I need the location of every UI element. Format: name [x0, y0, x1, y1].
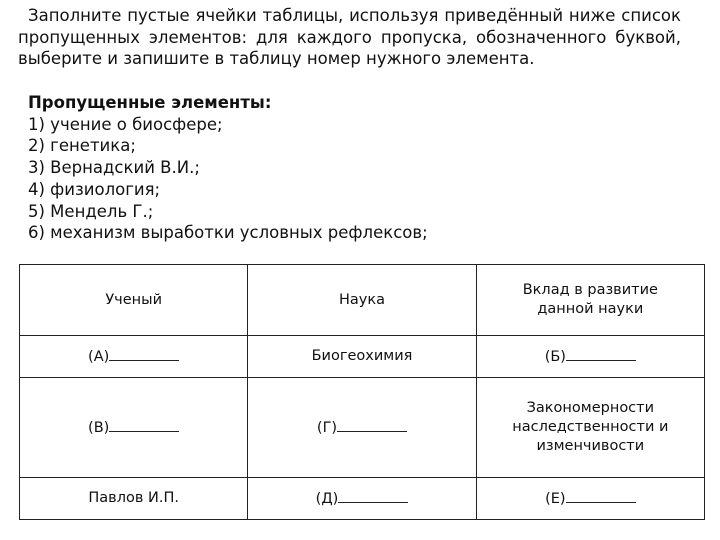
- cell-scientist: Павлов И.П.: [20, 478, 248, 520]
- list-item: 5) Мендель Г.;: [28, 201, 154, 221]
- list-heading: Пропущенные элементы:: [28, 93, 272, 112]
- blank-line: [566, 488, 636, 503]
- cell-v[interactable]: [20, 378, 248, 478]
- list-item: 4) физиология;: [28, 179, 161, 199]
- list-item: 6) механизм выработки условных рефлексов;: [28, 223, 428, 243]
- cell-g[interactable]: [248, 378, 476, 478]
- blank-line: [109, 346, 179, 361]
- cell-label: (В): [88, 420, 110, 436]
- header-scientist: Ученый: [20, 265, 248, 336]
- cell-a[interactable]: [20, 336, 248, 378]
- list-item: 1) учение о биосфере;: [28, 114, 223, 134]
- blank-line: [338, 488, 408, 503]
- blank-line: [337, 417, 407, 432]
- header-science: Наука: [248, 265, 476, 336]
- cell-d[interactable]: [248, 478, 476, 520]
- blank-line: [566, 346, 636, 361]
- table-row: [20, 478, 705, 520]
- table-header-row: [20, 265, 705, 336]
- cell-label: (Г): [316, 420, 338, 436]
- cell-b[interactable]: [476, 336, 704, 378]
- cell-science: Биогеохимия: [248, 336, 476, 378]
- missing-elements-list: [28, 92, 428, 244]
- cell-e[interactable]: [476, 478, 704, 520]
- cell-label: (А): [88, 349, 110, 365]
- cell-label: (Д): [315, 491, 339, 507]
- blank-line: [109, 417, 179, 432]
- table-row: [20, 378, 705, 478]
- table-row: [20, 336, 705, 378]
- answer-table: [19, 264, 705, 520]
- list-item: 2) генетика;: [28, 136, 136, 156]
- cell-label: (Е): [545, 491, 566, 507]
- instruction-text: Заполните пустые ячейки таблицы, используя приведённый ниже список пропущенных элементов: для каждого пропуска, обозначенного буквой, выберите и запишите в таблицу номер нужного элемента.: [18, 6, 681, 69]
- list-item: 3) Вернадский В.И.;: [28, 158, 200, 178]
- cell-contribution: Закономерности наследственности и изменчивости: [476, 378, 704, 478]
- header-contribution: Вклад в развитие данной науки: [476, 265, 704, 336]
- cell-label: (Б): [544, 349, 566, 365]
- instruction: [18, 5, 681, 70]
